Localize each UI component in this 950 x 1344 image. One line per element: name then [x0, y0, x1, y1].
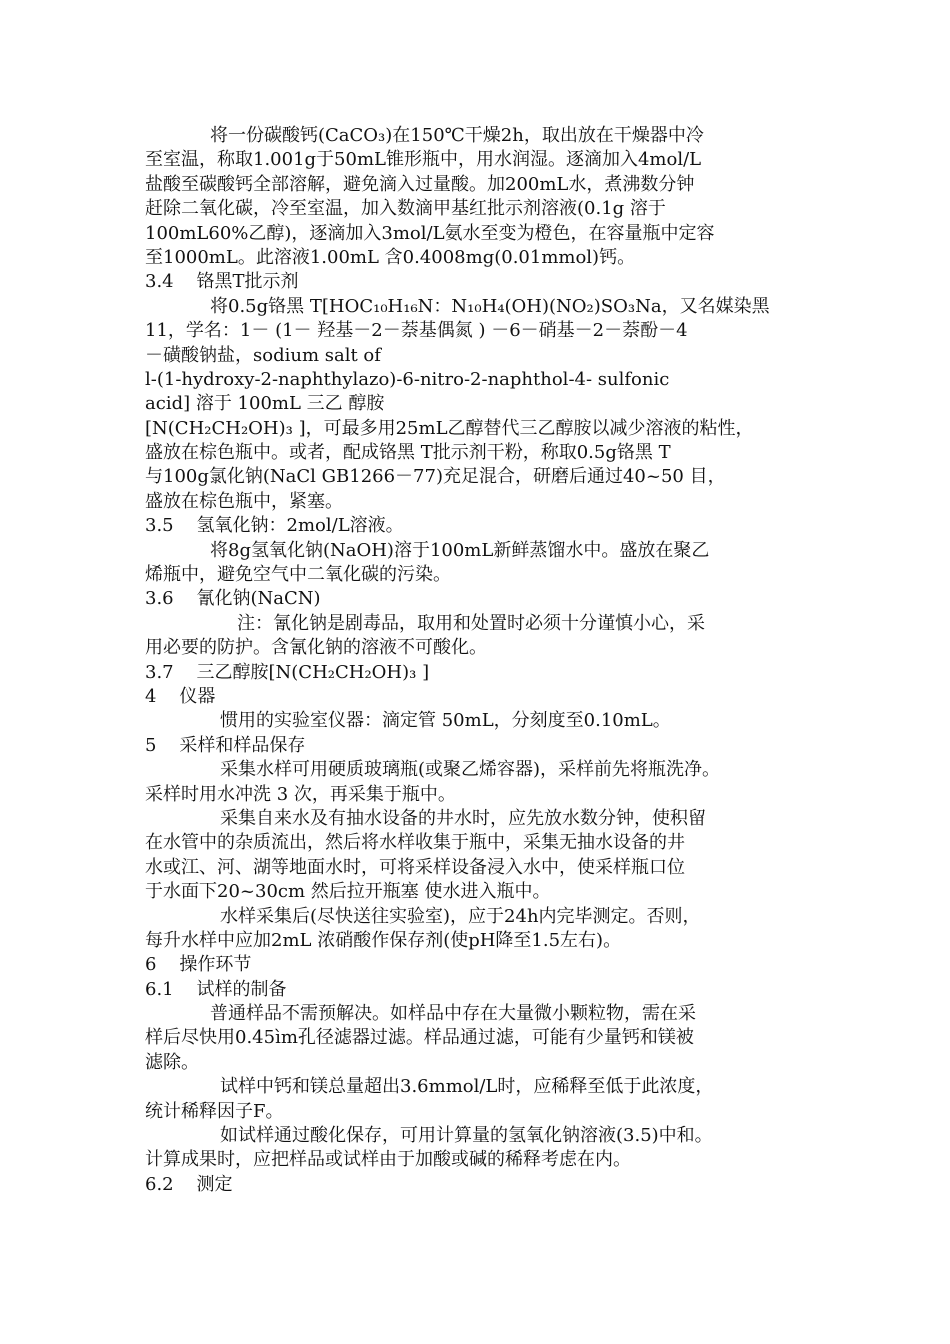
paragraph-line: 赶除二氧化碳，冷至室温，加入数滴甲基红批示剂溶液(0.1g 溶于 [145, 198, 666, 220]
paragraph-line: 普通样品不需预解决。如样品中存在大量微小颗粒物，需在采 [210, 1003, 696, 1025]
section-heading-3-4: 3.4 铬黑T批示剂 [145, 271, 299, 293]
paragraph-line: 采集自来水及有抽水设备的井水时，应先放水数分钟，使积留 [220, 807, 706, 829]
paragraph-line: 将0.5g铬黑 T[HOC₁₀H₁₆N：N₁₀H₄(OH)(NO₂)SO₃Na，又名媒染黑 [210, 295, 770, 317]
paragraph-line: 与100g氯化钠(NaCl GB1266－77)充足混合，研磨后通过40~50 目， [145, 466, 726, 488]
paragraph-line: 统计稀释因子F。 [145, 1100, 284, 1122]
paragraph-line: 11，学名：1－ (1－ 羟基－2－萘基偶氮 ) －6－硝基－2－萘酚－4 [145, 320, 688, 342]
paragraph-line: 100mL60%乙醇)，逐滴加入3mol/L氨水至变为橙色，在容量瓶中定容 [145, 222, 715, 244]
paragraph-line: 采集水样可用硬质玻璃瓶(或聚乙烯容器)，采样前先将瓶洗净。 [220, 759, 721, 781]
paragraph-line: 于水面下20~30cm 然后拉开瓶塞 使水进入瓶中。 [145, 881, 551, 903]
paragraph-line: acid] 溶于 100mL 三乙 醇胺 [145, 393, 385, 415]
paragraph-line: l-(1-hydroxy-2-naphthylazo)-6-nitro-2-naphthol-4- sulfonic [145, 368, 670, 390]
paragraph-line: 将一份碳酸钙(CaCO₃)在150℃干燥2h，取出放在干燥器中冷 [210, 125, 704, 146]
paragraph-line: 如试样通过酸化保存，可用计算量的氢氧化钠溶液(3.5)中和。 [220, 1125, 713, 1147]
paragraph-line: 将8g氢氧化钠(NaOH)溶于100mL新鲜蒸馏水中。盛放在聚乙 [210, 539, 710, 561]
section-heading-3-6: 3.6 氰化钠(NaCN) [145, 588, 321, 610]
paragraph-line: 水或江、河、湖等地面水时，可将采样设备浸入水中，使采样瓶口位 [145, 856, 685, 878]
paragraph-line: 水样采集后(尽快送往实验室)，应于24h内完毕测定。否则， [220, 905, 701, 927]
section-heading-5: 5 采样和样品保存 [145, 734, 306, 756]
paragraph-line: [N(CH₂CH₂OH)₃ ]，可最多用25mL乙醇替代三乙醇胺以减少溶液的粘性， [145, 417, 754, 439]
paragraph-line: 烯瓶中，避免空气中二氧化碳的污染。 [145, 564, 451, 586]
section-heading-4: 4 仪器 [145, 685, 216, 707]
document-body [145, 124, 815, 1197]
paragraph-line: 至室温，称取1.001g于50mL锥形瓶中，用水润湿。逐滴加入4mol/L [145, 149, 702, 171]
paragraph-line: 在水管中的杂质流出，然后将水样收集于瓶中，采集无抽水设备的井 [145, 832, 685, 854]
section-heading-6: 6 操作环节 [145, 954, 252, 976]
paragraph-line: 至1000mL。此溶液1.00mL 含0.4008mg(0.01mmol)钙。 [145, 246, 636, 268]
section-heading-6-1: 6.1 试样的制备 [145, 978, 287, 1000]
paragraph-line: 盛放在棕色瓶中。或者，配成铬黑 T批示剂干粉，称取0.5g铬黑 T [145, 442, 671, 464]
paragraph-line: 盛放在棕色瓶中，紧塞。 [145, 490, 343, 512]
paragraph-line: －磺酸钠盐，sodium salt of [145, 344, 381, 366]
paragraph-line: 采样时用水冲洗 3 次，再采集于瓶中。 [145, 783, 456, 805]
paragraph-line: 每升水样中应加2mL 浓硝酸作保存剂(使pH降至1.5左右)。 [145, 929, 622, 951]
paragraph-line: 试样中钙和镁总量超出3.6mmol/L时，应稀释至低于此浓度， [220, 1076, 714, 1098]
paragraph-line: 惯用的实验室仪器：滴定管 50mL，分刻度至0.10mL。 [220, 710, 671, 732]
section-heading-3-7: 3.7 三乙醇胺[N(CH₂CH₂OH)₃ ] [145, 661, 430, 683]
note-line: 注：氰化钠是剧毒品，取用和处置时必须十分谨慎小心，采 [237, 612, 705, 634]
paragraph-line: 滤除。 [145, 1051, 199, 1073]
paragraph-line: 盐酸至碳酸钙全部溶解，避免滴入过量酸。加200mL水，煮沸数分钟 [145, 173, 695, 195]
section-heading-3-5: 3.5 氢氧化钠：2mol/L溶液。 [145, 515, 404, 537]
section-heading-6-2: 6.2 测定 [145, 1173, 233, 1195]
note-line: 用必要的防护。含氰化钠的溶液不可酸化。 [145, 637, 487, 659]
paragraph-line: 计算成果时，应把样品或试样由于加酸或碱的稀释考虑在内。 [145, 1149, 631, 1171]
paragraph-line: 样后尽快用0.45ìm孔径滤器过滤。样品通过滤，可能有少量钙和镁被 [145, 1027, 694, 1049]
